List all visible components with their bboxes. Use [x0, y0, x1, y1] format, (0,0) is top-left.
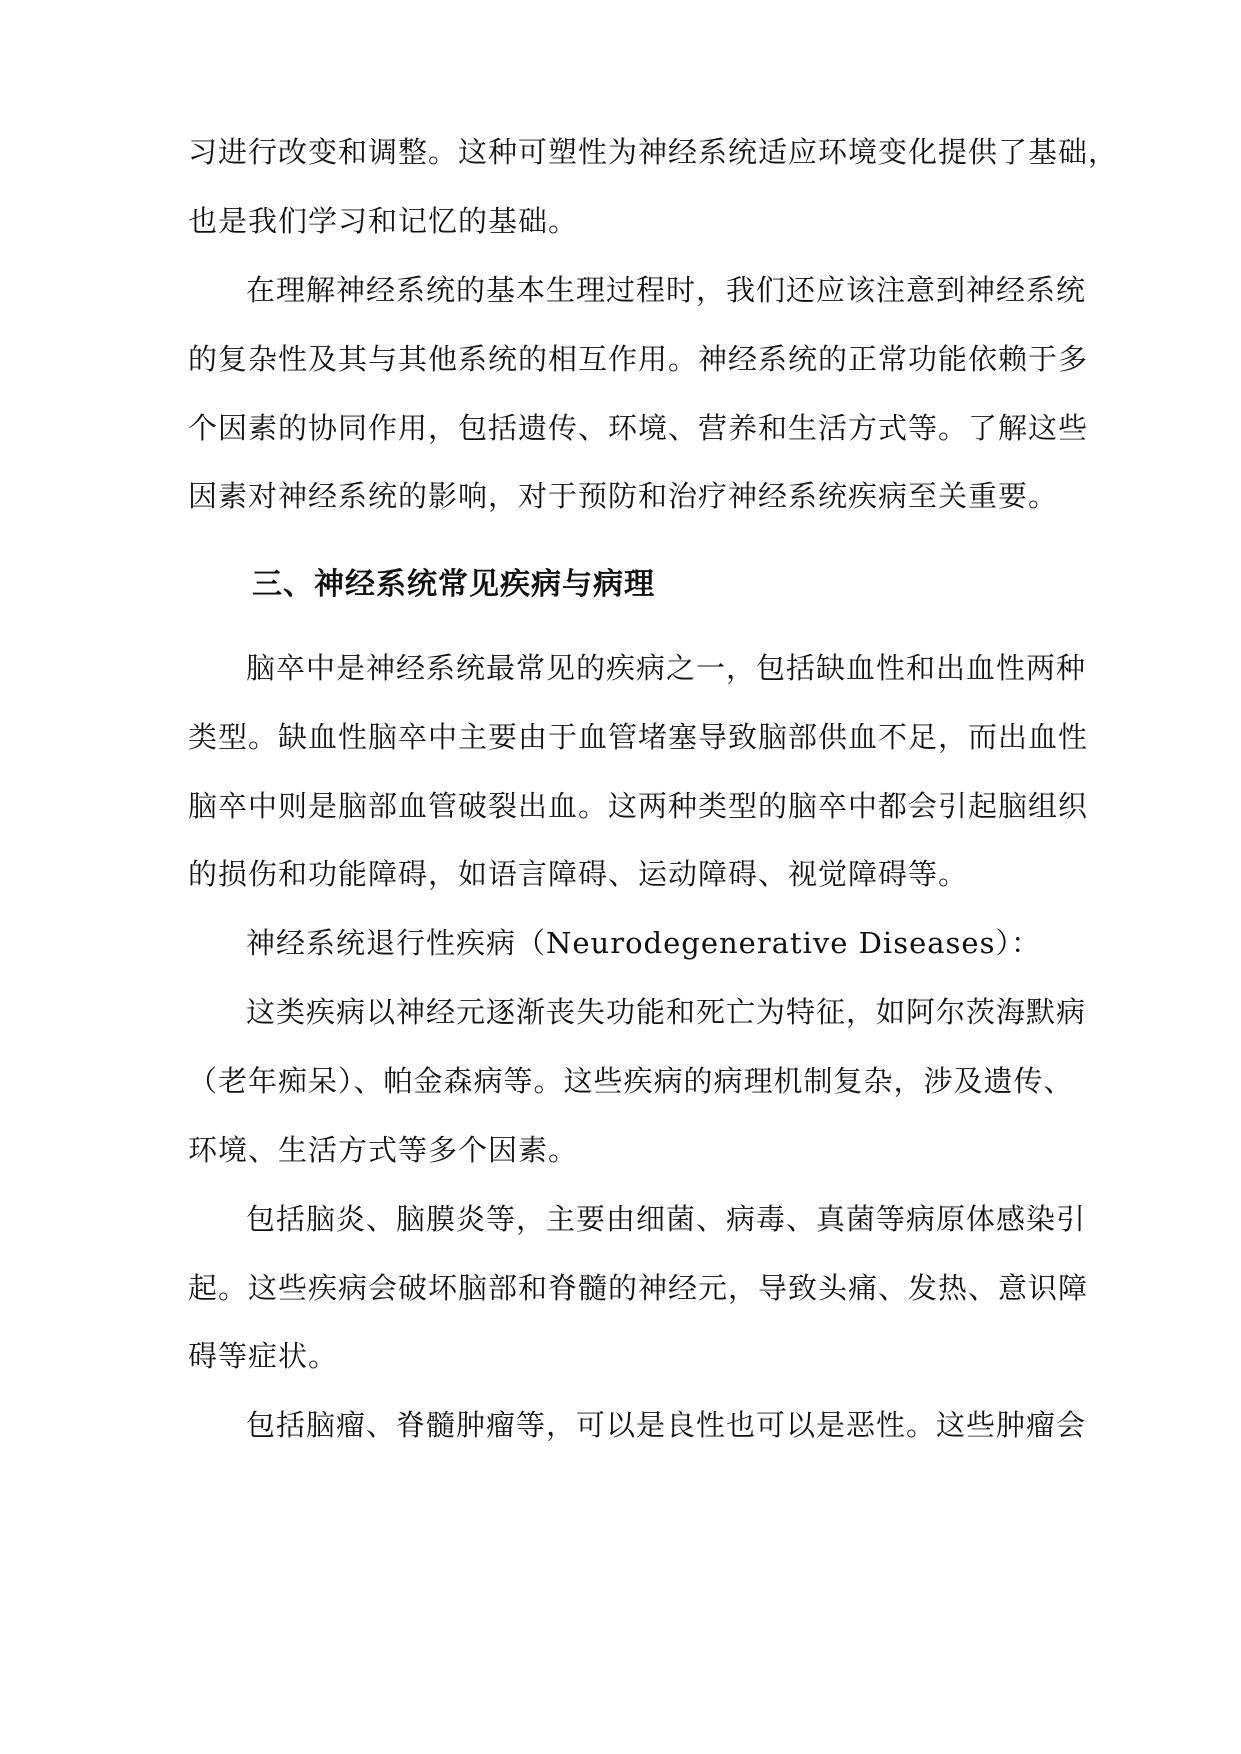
- text-line: 脑卒中是神经系统最常见的疾病之一，包括缺血性和出血性两种: [246, 651, 1087, 685]
- text-line: 碍等症状。: [188, 1339, 339, 1373]
- text-line: 的复杂性及其与其他系统的相互作用。神经系统的正常功能依赖于多: [188, 342, 1089, 376]
- text-line: 的损伤和功能障碍，如语言障碍、运动障碍、视觉障碍等。: [188, 857, 969, 891]
- text-line: （老年痴呆）、帕金森病等。这些疾病的病理机制复杂，涉及遗传、: [188, 1064, 1074, 1098]
- text-line: 也是我们学习和记忆的基础。: [188, 204, 579, 238]
- text-line: 在理解神经系统的基本生理过程时，我们还应该注意到神经系统: [246, 273, 1087, 307]
- text-line: 环境、生活方式等多个因素。: [188, 1133, 579, 1167]
- text-line: 起。这些疾病会破坏脑部和脊髓的神经元，导致头痛、发热、意识障: [188, 1271, 1089, 1305]
- text-line: 因素对神经系统的影响，对于预防和治疗神经系统疾病至关重要。: [188, 479, 1059, 513]
- text-line: 个因素的协同作用，包括遗传、环境、营养和生活方式等。了解这些: [188, 411, 1089, 445]
- text-line: 习进行改变和调整。这种可塑性为神经系统适应环境变化提供了基础，: [188, 135, 1119, 169]
- text-line: 类型。缺血性脑卒中主要由于血管堵塞导致脑部供血不足，而出血性: [188, 720, 1089, 754]
- text-line: 包括脑炎、脑膜炎等，主要由细菌、病毒、真菌等病原体感染引: [246, 1202, 1087, 1236]
- text-line: 这类疾病以神经元逐渐丧失功能和死亡为特征，如阿尔茨海默病: [246, 995, 1087, 1029]
- text-line: 包括脑瘤、脊髓肿瘤等，可以是良性也可以是恶性。这些肿瘤会: [246, 1408, 1087, 1442]
- section-heading: 三、神经系统常见疾病与病理: [252, 567, 655, 602]
- text-line: 脑卒中则是脑部血管破裂出血。这两种类型的脑卒中都会引起脑组织: [188, 789, 1089, 823]
- text-line: 神经系统退行性疾病（Neurodegenerative Diseases）：: [246, 926, 1041, 960]
